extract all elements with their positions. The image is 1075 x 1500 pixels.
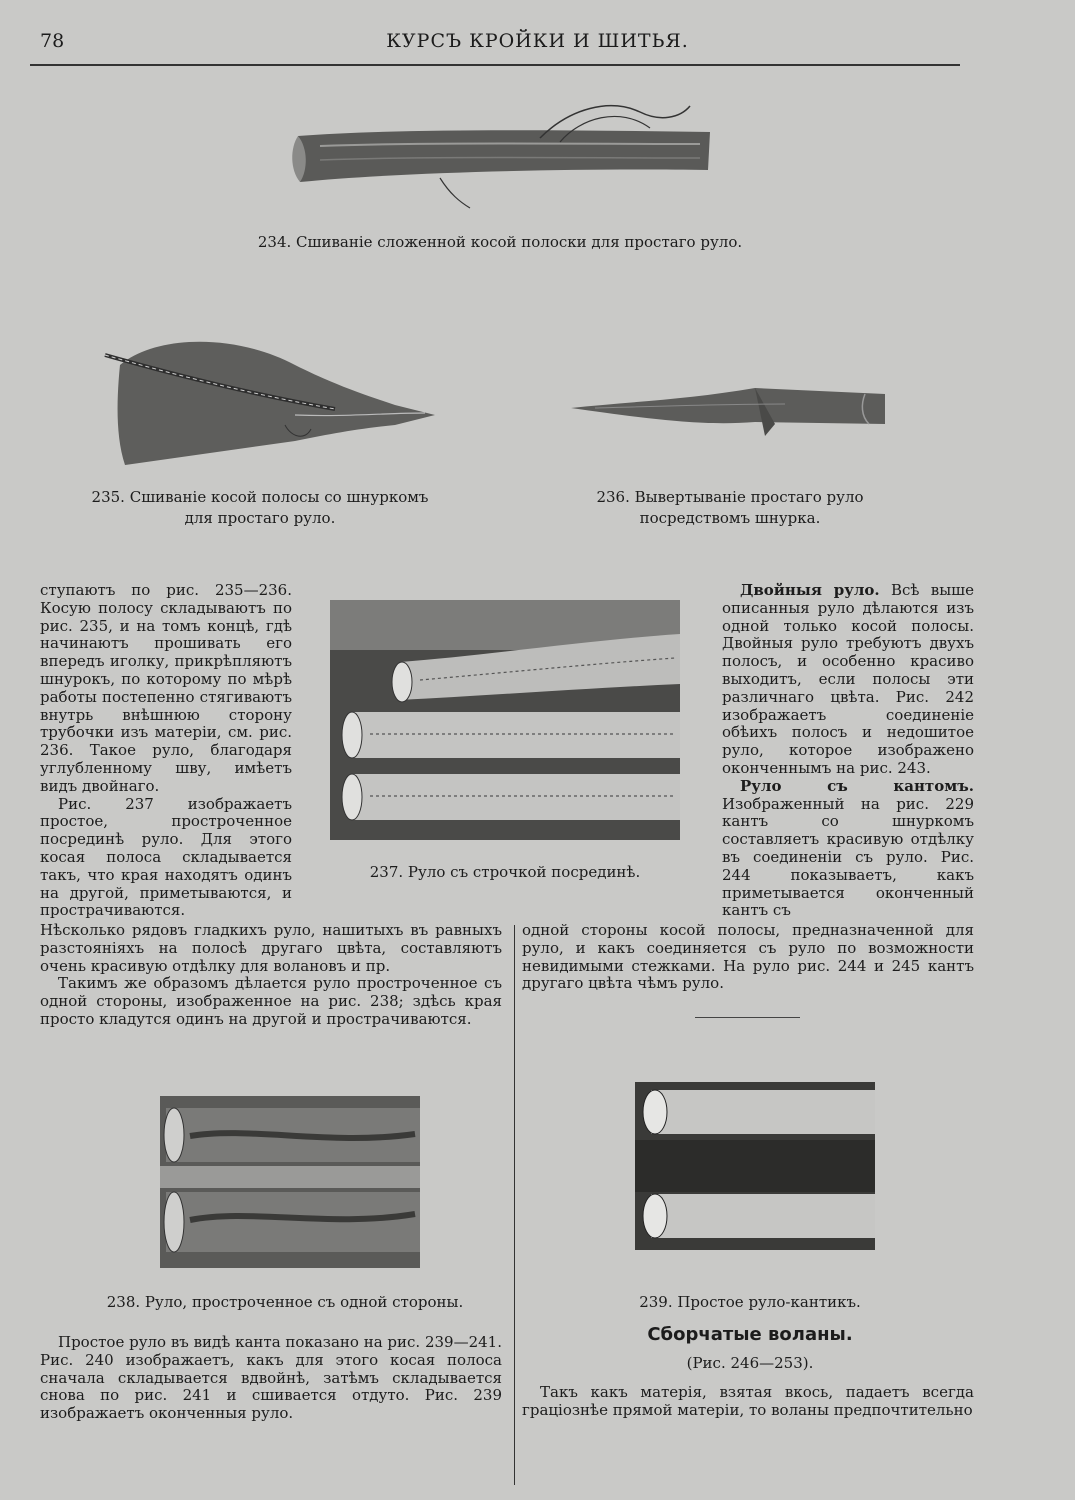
heading-rulo-kant: Руло съ кантомъ. bbox=[740, 776, 974, 795]
figure-236-caption-line1: 236. Вывертываніе простаго руло bbox=[596, 488, 864, 506]
section-title-sborchatye-volany: Сборчатые воланы. bbox=[647, 1324, 853, 1345]
figure-237-caption: 237. Руло съ строчкой посрединѣ. bbox=[369, 863, 641, 881]
figure-236-caption-line2: посредствомъ шнурка. bbox=[639, 509, 821, 527]
figure-235-illustration bbox=[95, 325, 445, 475]
header-rule bbox=[30, 64, 960, 66]
figure-236-caption bbox=[530, 487, 930, 529]
figure-234-illustration bbox=[280, 98, 730, 218]
figure-236-illustration bbox=[565, 380, 895, 450]
right-column-paragraph-1: Всѣ выше описанныя руло дѣлаются изъ одной только косой полосы. Двойныя руло требуютъ двухъ полосъ, и особенно красиво выходитъ, если полосы эти различнаго цвѣта. Рис. 242 изображаетъ соединеніе обѣихъ полосъ и недошитое руло, которое изображено оконченнымъ на рис. 243. bbox=[722, 581, 974, 777]
section-subtitle: (Рис. 246—253). bbox=[686, 1354, 814, 1372]
figure-235-caption bbox=[60, 487, 460, 529]
right-wide-paragraph: одной стороны косой полосы, предназначенной для руло, и какъ соединяется съ руло по возможности невидимыми стежками. На руло рис. 244 и 245 кантъ другаго цвѣта чѣмъ руло. bbox=[522, 921, 974, 993]
left-column-paragraph-2: Рис. 237 изображаетъ простое, простроченное посрединѣ руло. Для этого косая полоса складывается такъ, что края находятъ одинъ на другой, приметываются, и прострачиваются. bbox=[40, 794, 292, 920]
left-column bbox=[40, 582, 292, 920]
page-number: 78 bbox=[40, 30, 65, 52]
left-wide-paragraph-2: Такимъ же образомъ дѣлается руло простроченное съ одной стороны, изображенное на рис. 238; здѣсь края просто кладутся одинъ на другой и прострачиваются. bbox=[40, 974, 502, 1028]
left-wide-text bbox=[40, 922, 502, 1029]
figure-235-caption-line2: для простаго руло. bbox=[184, 509, 336, 527]
heading-double-rulo: Двойныя руло. bbox=[740, 581, 880, 599]
figure-238-illustration bbox=[160, 1096, 420, 1268]
bottom-left-paragraph: Простое руло въ видѣ канта показано на рис. 239—241. Рис. 240 изображаетъ, какъ для этого косая полоса сначала складывается вдвойнѣ, затѣмъ складывается снова по рис. 241 и сшивается отдуто. Рис. 239 изображаетъ оконченныя руло. bbox=[40, 1333, 502, 1423]
left-wide-paragraph-1: Нѣсколько рядовъ гладкихъ руло, нашитыхъ въ равныхъ разстояніяхъ на полосѣ другаго цвѣта, составляютъ очень красивую отдѣлку для волановъ и пр. bbox=[40, 921, 502, 975]
column-divider bbox=[514, 925, 515, 1485]
section-separator bbox=[695, 1017, 800, 1018]
right-wide-text bbox=[522, 922, 974, 993]
figure-239-illustration bbox=[635, 1082, 875, 1250]
figure-234-caption: 234. Сшиваніе сложенной косой полоски для простаго руло. bbox=[257, 233, 743, 251]
figure-238-caption: 238. Руло, простроченное съ одной стороны. bbox=[106, 1293, 464, 1311]
figure-235-caption-line1: 235. Сшиваніе косой полосы со шнуркомъ bbox=[91, 488, 429, 506]
right-column-paragraph-2: Изображенный на рис. 229 кантъ со шнуркомъ составляетъ красивую отдѣлку въ соединеніи съ руло. Рис. 244 показываетъ, какъ приметывается оконченный кантъ съ bbox=[722, 794, 974, 920]
bottom-right-text bbox=[522, 1384, 974, 1420]
bottom-right-paragraph: Такъ какъ матерія, взятая вкось, падаетъ всегда граціознѣе прямой матеріи, то воланы предпочтительно bbox=[522, 1383, 974, 1419]
left-column-paragraph-1: ступаютъ по рис. 235—236. Косую полосу складываютъ по рис. 235, и на томъ концѣ, гдѣ начинаютъ прошивать его впередъ иголку, прикрѣпляютъ шнурокъ, по которому по мѣрѣ работы постепенно стягиваютъ внутрь внѣшнюю сторону трубочки изъ матеріи, см. рис. 236. Такое руло, благодаря углубленному шву, имѣетъ видъ двойнаго. bbox=[40, 581, 292, 795]
figure-237-illustration bbox=[330, 600, 680, 840]
figure-239-caption: 239. Простое руло-кантикъ. bbox=[639, 1293, 861, 1311]
running-title: КУРСЪ КРОЙКИ И ШИТЬЯ. bbox=[386, 30, 689, 52]
right-column bbox=[722, 582, 974, 920]
bottom-left-text bbox=[40, 1334, 502, 1423]
